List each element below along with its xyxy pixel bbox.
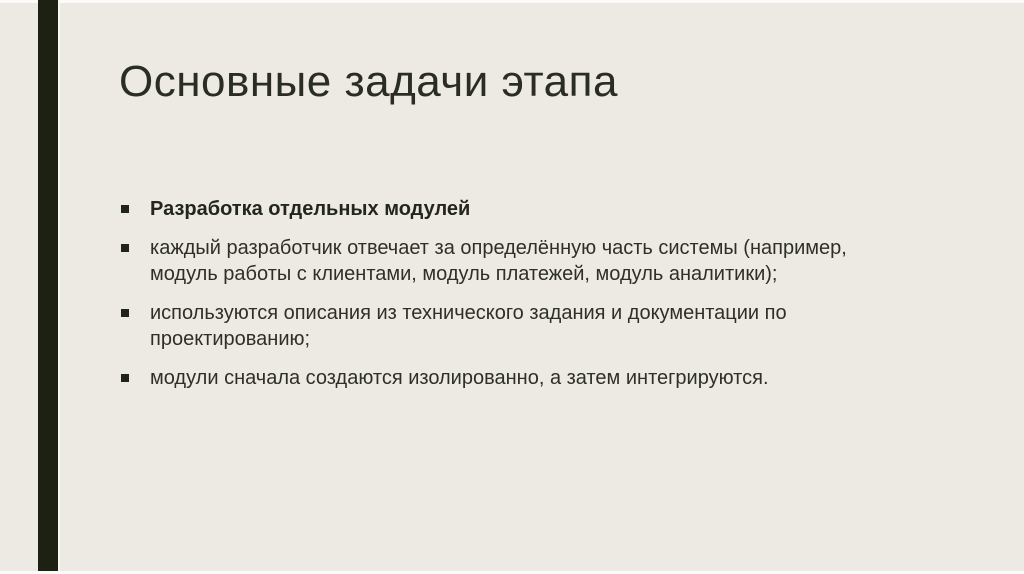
bullet-square-icon [121, 244, 129, 252]
bullet-square-icon [121, 309, 129, 317]
list-item [121, 235, 866, 287]
bullet-text: каждый разработчик отвечает за определённую часть системы (например, модуль работы с клиентами, модуль платежей, модуль аналитики); [150, 237, 847, 285]
accent-bar [38, 0, 60, 574]
list-item [121, 300, 866, 352]
bullet-text: Разработка отдельных модулей [150, 198, 471, 220]
bullet-text: модули сначала создаются изолированно, а затем интегрируются. [150, 367, 769, 389]
bullet-list [121, 196, 866, 404]
slide-top-edge [0, 0, 1024, 3]
list-item [121, 365, 866, 391]
slide-title: Основные задачи этапа [119, 57, 618, 106]
bullet-square-icon [121, 205, 129, 213]
bullet-text: используются описания из технического задания и документации по проектированию; [150, 302, 787, 350]
bullet-square-icon [121, 374, 129, 382]
list-item [121, 196, 866, 222]
